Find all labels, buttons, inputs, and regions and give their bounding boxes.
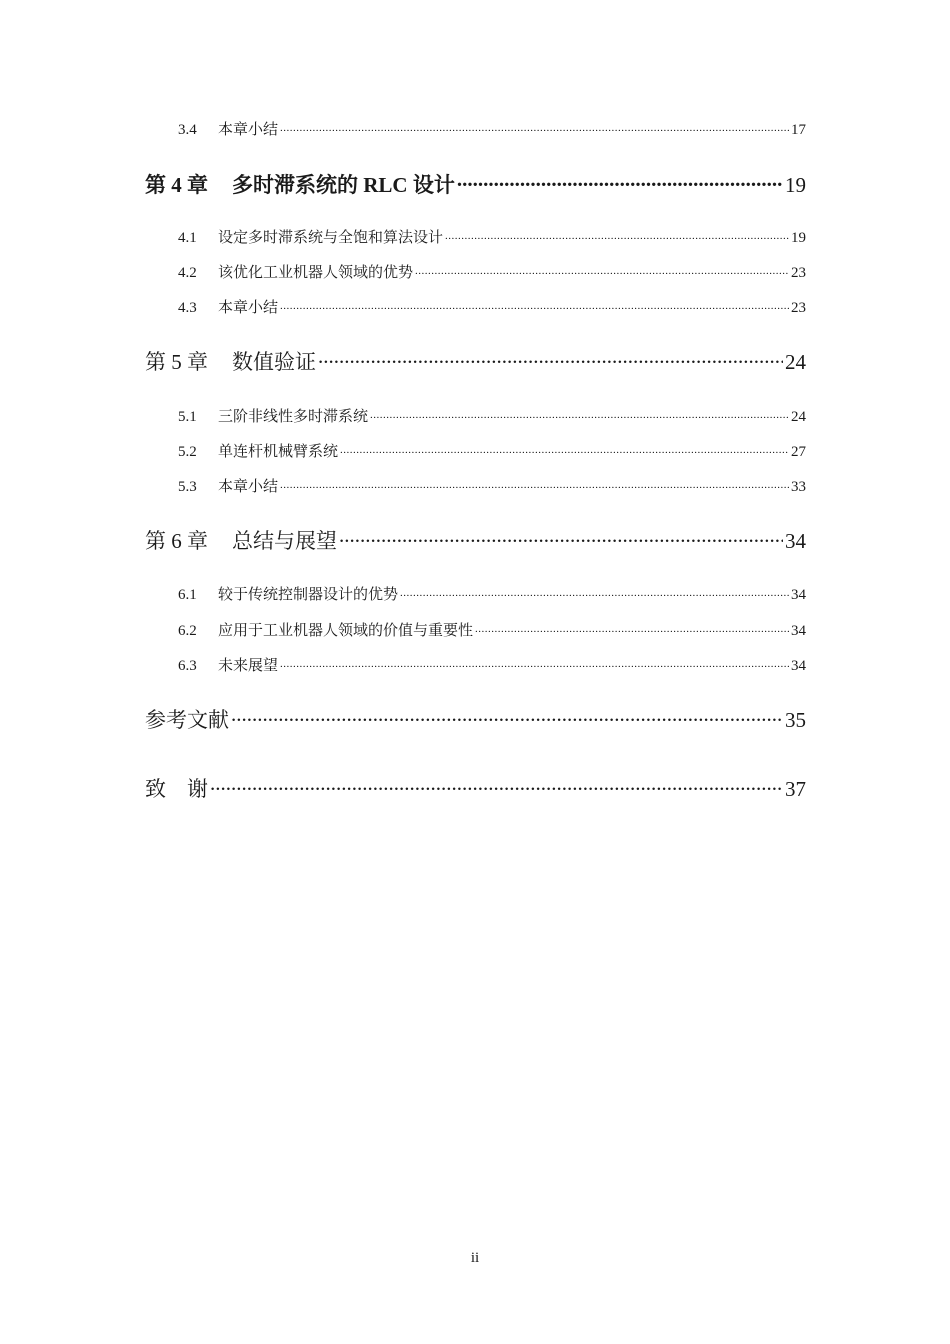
section-number: 5.1 [178, 409, 197, 425]
page-number: 24 [791, 409, 806, 425]
dot-leader [210, 775, 783, 796]
section-number: 6.3 [178, 658, 197, 674]
dot-leader [280, 301, 789, 312]
toc-chapter-4[interactable] [145, 169, 806, 199]
section-title: 本章小结 [218, 300, 279, 316]
page-number: 19 [785, 173, 806, 197]
section-number: 6.2 [178, 623, 197, 639]
references-title: 参考文献 [145, 708, 229, 732]
page-number: 23 [791, 265, 806, 281]
toc-entry-5-1[interactable] [178, 405, 806, 426]
page-number: 17 [791, 122, 806, 138]
section-number: 3.4 [178, 122, 197, 138]
chapter-number: 第 4 章 [145, 173, 208, 197]
section-title: 单连杆机械臂系统 [218, 444, 339, 460]
dot-leader [457, 171, 783, 192]
toc-entry-6-1[interactable] [178, 583, 806, 604]
toc-entry-3-4[interactable] [178, 118, 806, 139]
toc-acknowledgements[interactable] [145, 773, 806, 803]
section-title: 本章小结 [218, 479, 279, 495]
page-number: 23 [791, 300, 806, 316]
page-number: 24 [785, 350, 806, 374]
chapter-number: 第 6 章 [145, 529, 208, 553]
section-title: 三阶非线性多时滞系统 [218, 409, 369, 425]
page-number: 19 [791, 230, 806, 246]
chapter-title: 总结与展望 [232, 529, 337, 553]
chapter-number: 第 5 章 [145, 350, 208, 374]
section-number: 4.1 [178, 230, 197, 246]
section-title: 设定多时滞系统与全饱和算法设计 [218, 230, 444, 246]
page-number: 34 [791, 658, 806, 674]
toc-references[interactable] [145, 704, 806, 734]
section-number: 4.2 [178, 265, 197, 281]
page-number: 35 [785, 708, 806, 732]
page-number: 37 [785, 777, 806, 801]
section-number: 5.3 [178, 479, 197, 495]
acknowledgements-title: 致 谢 [145, 777, 208, 801]
toc-chapter-5[interactable] [145, 346, 806, 376]
toc-entry-5-2[interactable] [178, 440, 806, 461]
dot-leader [280, 123, 789, 134]
toc-chapter-6[interactable] [145, 525, 806, 555]
page-number: 33 [791, 479, 806, 495]
dot-leader [280, 480, 789, 491]
dot-leader [318, 348, 783, 369]
dot-leader [231, 706, 783, 727]
section-number: 6.1 [178, 587, 197, 603]
section-title: 该优化工业机器人领域的优势 [218, 265, 414, 281]
section-title: 本章小结 [218, 122, 279, 138]
toc-entry-5-3[interactable] [178, 475, 806, 496]
section-title: 应用于工业机器人领域的价值与重要性 [218, 623, 474, 639]
page-footer-number: ii [470, 1250, 480, 1266]
toc-entry-4-3[interactable] [178, 296, 806, 317]
page-number: 27 [791, 444, 806, 460]
toc-entry-4-1[interactable] [178, 226, 806, 247]
page-number: 34 [791, 587, 806, 603]
dot-leader [280, 659, 789, 670]
toc-entry-6-3[interactable] [178, 654, 806, 675]
dot-leader [370, 410, 789, 421]
dot-leader [339, 527, 783, 548]
page-number: 34 [791, 623, 806, 639]
chapter-title: 数值验证 [232, 350, 316, 374]
section-number: 5.2 [178, 444, 197, 460]
section-title: 未来展望 [218, 658, 279, 674]
dot-leader [445, 231, 789, 242]
page-number: 34 [785, 529, 806, 553]
dot-leader [340, 445, 789, 456]
dot-leader [475, 624, 789, 635]
dot-leader [415, 266, 789, 277]
section-title: 较于传统控制器设计的优势 [218, 587, 399, 603]
toc-entry-4-2[interactable] [178, 261, 806, 282]
chapter-title: 多时滞系统的 RLC 设计 [232, 173, 455, 197]
section-number: 4.3 [178, 300, 197, 316]
dot-leader [400, 588, 789, 599]
toc-entry-6-2[interactable] [178, 619, 806, 640]
